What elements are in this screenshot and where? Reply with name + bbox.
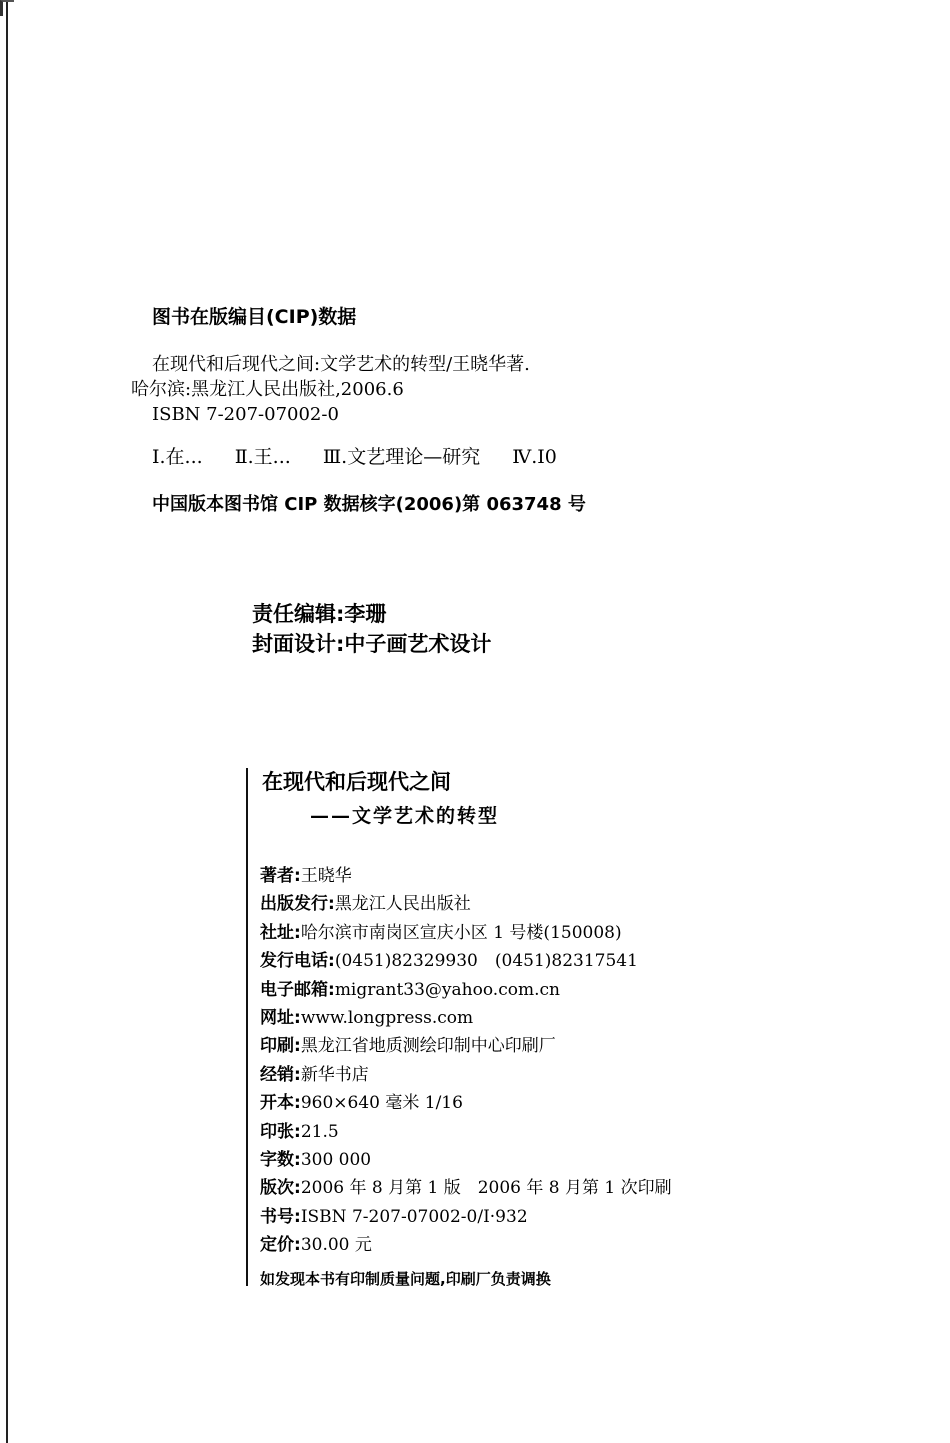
colophon-row-separator: : bbox=[294, 1235, 301, 1256]
colophon-vertical-rule bbox=[246, 768, 248, 1286]
colophon-row-value: 黑龙江省地质测绘印制中心印刷厂 bbox=[300, 1036, 556, 1057]
colophon-row-label: 版次 bbox=[260, 1178, 294, 1199]
colophon-row-label: 书号 bbox=[260, 1206, 294, 1227]
colophon-row-value: 王晓华 bbox=[300, 866, 352, 886]
colophon-row bbox=[260, 947, 672, 975]
colophon-row bbox=[260, 1061, 672, 1089]
colophon-row-separator: : bbox=[294, 922, 301, 943]
colophon-row-value: 新华书店 bbox=[300, 1064, 369, 1085]
cip-entry-line1: 在现代和后现代之间:文学艺术的转型/王晓华著. bbox=[152, 354, 530, 375]
cip-approval-number: 中国版本图书馆 CIP 数据核字(2006)第 063748 号 bbox=[152, 494, 586, 515]
colophon-details bbox=[260, 862, 672, 1260]
colophon-row-value: 2006 年 8 月第 1 版 2006 年 8 月第 1 次印刷 bbox=[300, 1178, 672, 1199]
colophon-row-value: (0451)82329930 (0451)82317541 bbox=[334, 951, 638, 972]
cover-designer: 封面设计:中子画艺术设计 bbox=[252, 632, 492, 656]
colophon-row-value: migrant33@yahoo.com.cn bbox=[334, 979, 560, 1000]
colophon-row bbox=[260, 1089, 672, 1117]
colophon-row-label: 印刷 bbox=[260, 1036, 294, 1057]
colophon-row-separator: : bbox=[294, 1036, 301, 1057]
cip-class-4: Ⅳ.I0 bbox=[512, 446, 557, 468]
quality-notice: 如发现本书有印制质量问题,印刷厂负责调换 bbox=[260, 1270, 551, 1288]
colophon-row bbox=[260, 1146, 672, 1174]
colophon-row bbox=[260, 1004, 672, 1032]
colophon-row bbox=[260, 890, 672, 918]
colophon-row-label: 社址 bbox=[260, 922, 294, 943]
colophon-row bbox=[260, 976, 672, 1004]
colophon-row-label: 发行电话 bbox=[260, 951, 328, 972]
colophon-row bbox=[260, 919, 672, 947]
colophon-row bbox=[260, 1032, 672, 1060]
colophon-row-separator: : bbox=[294, 1150, 301, 1171]
colophon-row-value: 黑龙江人民出版社 bbox=[334, 894, 471, 915]
colophon-row-value: 300 000 bbox=[300, 1150, 372, 1171]
book-subtitle: ——文学艺术的转型 bbox=[310, 805, 500, 827]
cip-class-3: Ⅲ.文艺理论—研究 bbox=[322, 446, 481, 468]
colophon-row-separator: : bbox=[294, 1093, 301, 1114]
colophon-row-separator: : bbox=[294, 1206, 301, 1227]
colophon-row-separator: : bbox=[328, 979, 335, 1000]
colophon-row-value: 960×640 毫米 1/16 bbox=[300, 1093, 463, 1114]
book-title: 在现代和后现代之间 bbox=[262, 770, 451, 794]
colophon-row-label: 开本 bbox=[260, 1093, 294, 1114]
colophon-row bbox=[260, 862, 672, 890]
responsible-editor: 责任编辑:李珊 bbox=[252, 602, 387, 626]
cip-entry-line2: 哈尔滨:黑龙江人民出版社,2006.6 bbox=[131, 379, 404, 400]
colophon-row-value: ISBN 7-207-07002-0/I·932 bbox=[300, 1206, 528, 1227]
colophon-row-separator: : bbox=[294, 1121, 301, 1142]
colophon-row-label: 网址 bbox=[260, 1008, 294, 1029]
colophon-row-value: www.longpress.com bbox=[300, 1008, 474, 1029]
colophon-row bbox=[260, 1118, 672, 1146]
colophon-row-value: 哈尔滨市南岗区宣庆小区 1 号楼(150008) bbox=[300, 922, 622, 943]
colophon-row-value: 21.5 bbox=[300, 1121, 339, 1142]
colophon-row-label: 经销 bbox=[260, 1064, 294, 1085]
colophon-row-label: 印张 bbox=[260, 1121, 294, 1142]
colophon-row-label: 著者 bbox=[260, 866, 294, 886]
colophon-row bbox=[260, 1231, 672, 1259]
colophon-row bbox=[260, 1203, 672, 1231]
colophon-row-label: 定价 bbox=[260, 1235, 294, 1256]
colophon-row-label: 电子邮箱 bbox=[260, 979, 328, 1000]
colophon-row-separator: : bbox=[294, 1178, 301, 1199]
colophon-row-separator: : bbox=[294, 1064, 301, 1085]
colophon-row-separator: : bbox=[328, 951, 335, 972]
colophon-row-value: 30.00 元 bbox=[300, 1235, 372, 1256]
colophon-row bbox=[260, 1174, 672, 1202]
cip-classification bbox=[152, 442, 583, 469]
colophon-row-label: 出版发行 bbox=[260, 894, 328, 915]
colophon-row-label: 字数 bbox=[260, 1150, 294, 1171]
colophon-row-separator: : bbox=[294, 866, 301, 886]
cip-class-1: Ⅰ.在... bbox=[152, 446, 203, 468]
colophon-row-separator: : bbox=[328, 894, 335, 915]
page-left-edge bbox=[6, 0, 8, 1443]
scan-corner-mark bbox=[0, 0, 14, 16]
cip-class-2: Ⅱ.王... bbox=[234, 446, 291, 468]
colophon-row-separator: : bbox=[294, 1008, 301, 1029]
cip-entry bbox=[131, 352, 530, 427]
cip-heading: 图书在版编目(CIP)数据 bbox=[152, 306, 357, 328]
cip-isbn: ISBN 7-207-07002-0 bbox=[152, 404, 339, 425]
